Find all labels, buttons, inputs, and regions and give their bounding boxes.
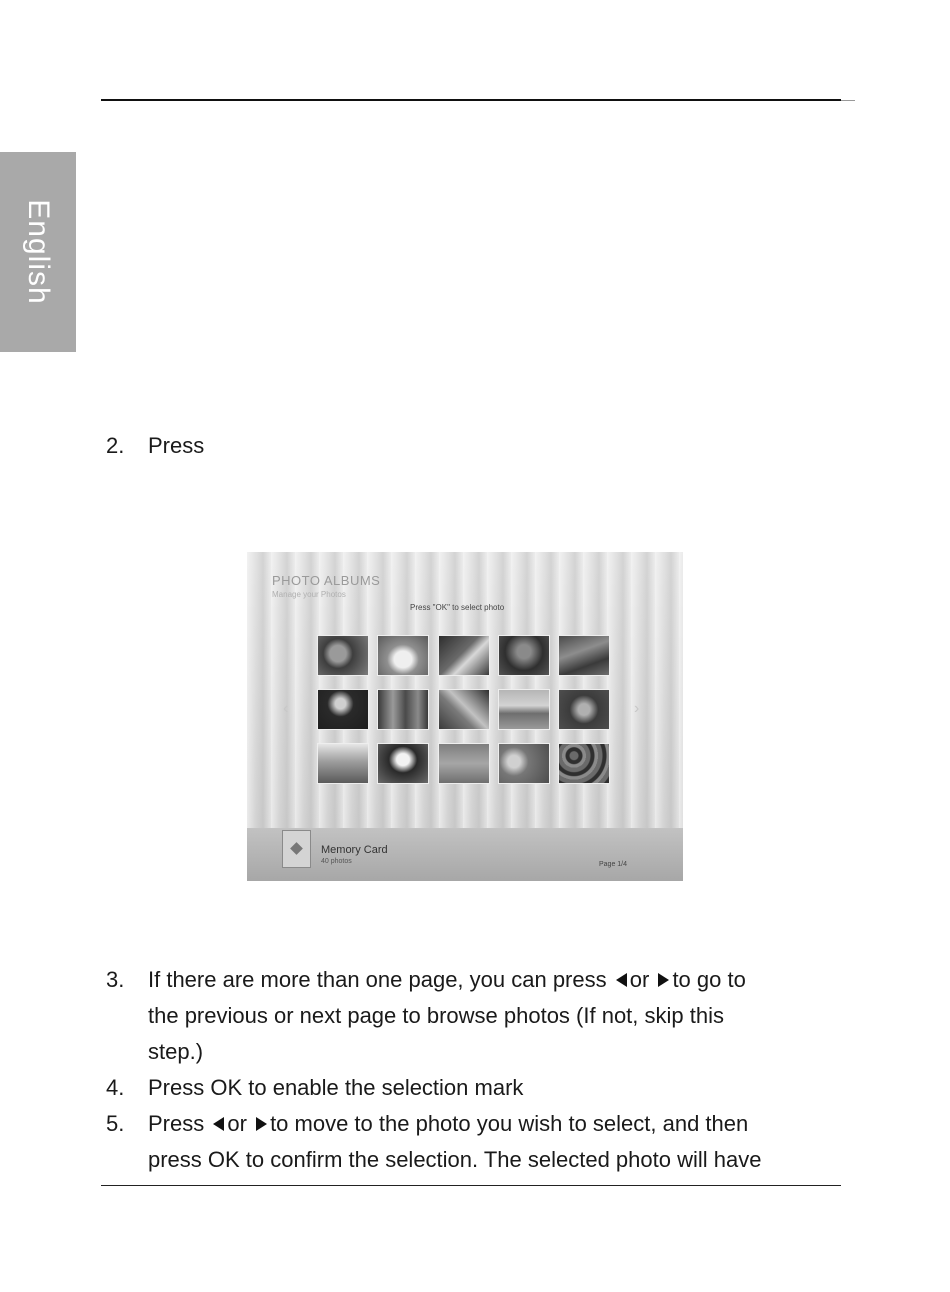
source-name: Memory Card (321, 844, 388, 856)
step-number: 2. (106, 433, 125, 458)
step-2 (106, 428, 826, 464)
photo-thumbnail (377, 743, 429, 784)
photo-thumbnail (377, 689, 429, 730)
photo-thumbnail (317, 689, 369, 730)
step-text: If there are more than one page, you can press (148, 967, 607, 992)
photo-thumbnail (558, 689, 610, 730)
photo-thumbnail (558, 635, 610, 676)
step-text: press OK to confirm the selection. The selected photo will have (148, 1147, 762, 1172)
left-triangle-icon (213, 1117, 224, 1131)
step-text: or (227, 1111, 247, 1136)
language-tab (0, 152, 76, 352)
left-triangle-icon (616, 973, 627, 987)
screenshot-title: PHOTO ALBUMS (272, 573, 381, 588)
prev-page-icon: ‹ (283, 700, 289, 717)
step-3 (106, 962, 826, 1070)
page-indicator: Page 1/4 (599, 861, 628, 868)
photo-thumbnail (317, 635, 369, 676)
step-5 (106, 1106, 826, 1178)
top-rule-tail (841, 100, 855, 101)
screenshot-hint: Press "OK" to select photo (410, 603, 505, 612)
photo-thumbnail (498, 635, 550, 676)
language-tab-label: English (22, 199, 55, 305)
photo-thumbnail (317, 743, 369, 784)
photo-albums-screenshot (247, 552, 683, 881)
step-4 (106, 1070, 826, 1106)
step-number: 3. (106, 967, 125, 992)
step-text: to move to the photo you wish to select, and then (270, 1111, 749, 1136)
step-text: to go to (672, 967, 746, 992)
memory-card-icon (282, 830, 311, 868)
photo-thumbnail (438, 743, 490, 784)
step-number: 4. (106, 1075, 125, 1100)
step-text: the previous or next page to browse photos (If not, skip this (148, 1003, 724, 1028)
step-text: step.) (148, 1039, 204, 1064)
top-rule (101, 99, 841, 101)
right-triangle-icon (256, 1117, 267, 1131)
photo-count: 40 photos (321, 858, 352, 865)
screenshot-footer (247, 828, 683, 881)
photo-thumbnail (498, 743, 550, 784)
screenshot-subtitle: Manage your Photos (272, 590, 346, 599)
step-text: Press (148, 1111, 205, 1136)
step-number: 5. (106, 1111, 125, 1136)
step-text: or (629, 967, 650, 992)
step-text: Press (148, 433, 205, 458)
next-page-icon: › (634, 700, 640, 717)
bottom-rule (101, 1185, 841, 1186)
photo-thumbnail (438, 635, 490, 676)
right-triangle-icon (658, 973, 669, 987)
step-text: Press OK to enable the selection mark (148, 1075, 524, 1100)
photo-thumbnail (498, 689, 550, 730)
photo-thumbnail (558, 743, 610, 784)
photo-thumbnail (438, 689, 490, 730)
photo-thumbnail (377, 635, 429, 676)
